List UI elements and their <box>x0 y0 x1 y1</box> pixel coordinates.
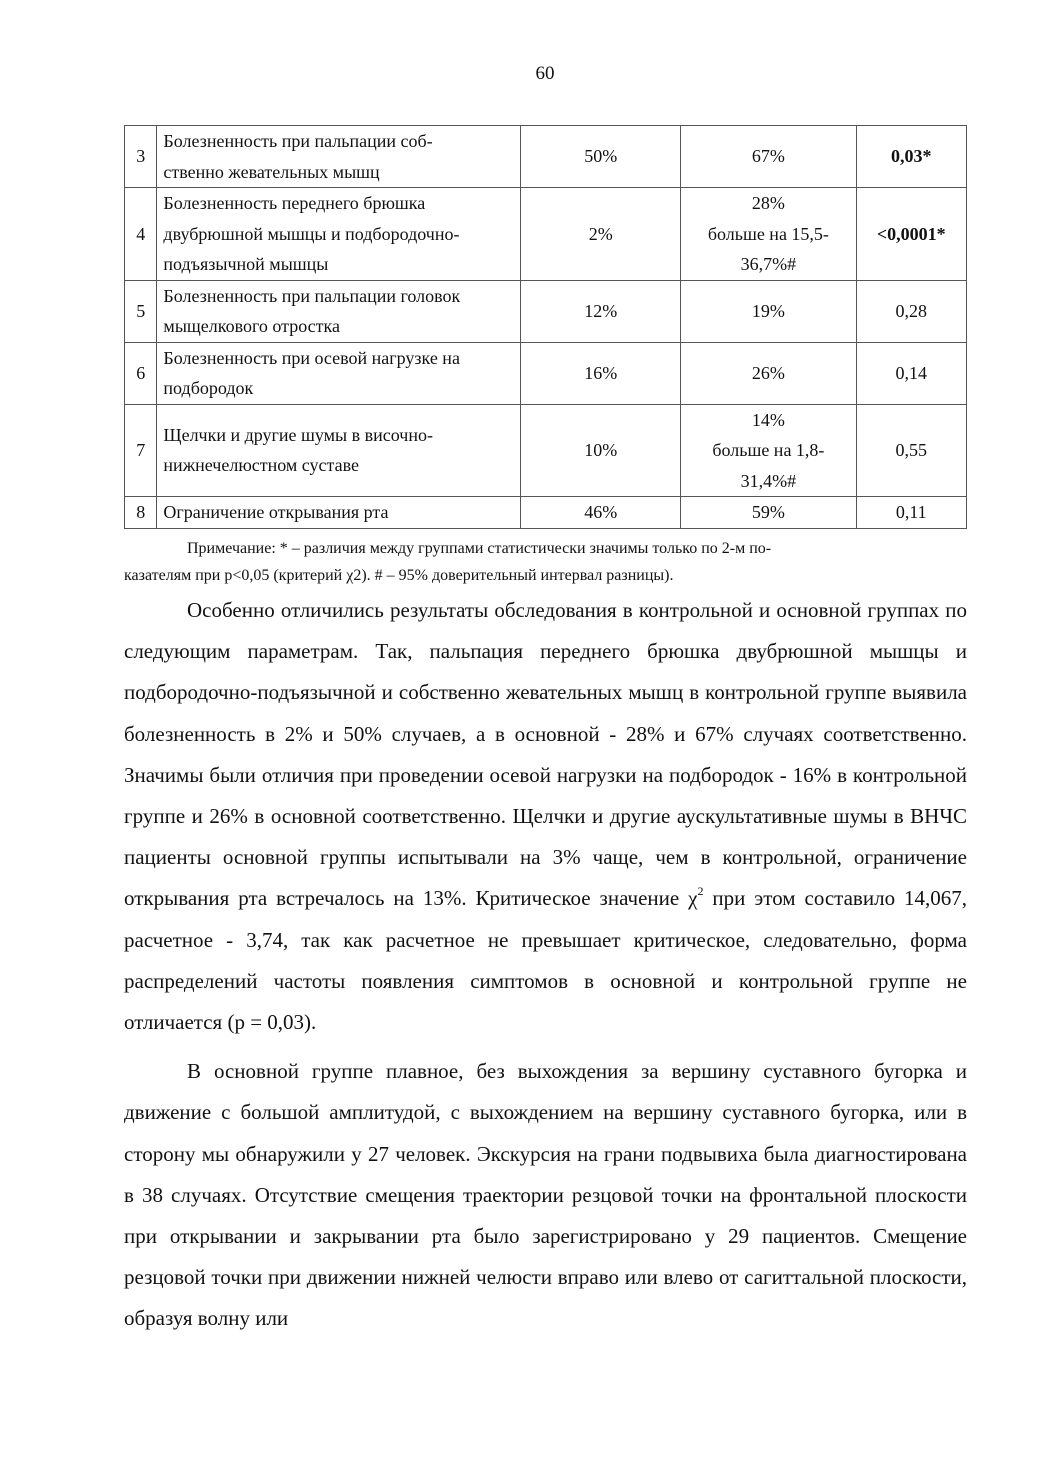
body-text <box>124 590 967 1340</box>
row-number: 4 <box>125 188 157 281</box>
symptom-description-line: подъязычной мышцы <box>163 254 329 274</box>
p-value: 0,55 <box>856 404 966 497</box>
main-group-value <box>681 126 856 188</box>
symptom-description-line: ственно жевательных мышц <box>163 161 380 182</box>
row-number: 7 <box>125 404 157 497</box>
main-group-value-line: 19% <box>751 300 785 321</box>
main-group-value-line: 14% <box>751 409 785 430</box>
symptom-description-line: двубрюшной мышцы и подбородочно- <box>163 223 460 244</box>
chi-square-exponent: 2 <box>697 884 704 899</box>
paragraph-1-text: Особенно отличились результаты обследования в контрольной и основной группах по следующим параметрам. Так, пальпация переднего брюшка двубрюшной мышцы и подбородочно-подъязычной и собственно жевательных мышц в контрольной группе выявила болезненность в 2% и 50% случаев, а в основной - 28% и 67% случаях соответственно. Значимы были отличия при проведении осевой нагрузки на подбородок - 16% в контрольной группе и 26% в основной соответственно. Щелчки и другие аускультативные шумы в ВНЧС пациенты основной группы испытывали на 3% чаще, чем в контрольной, ограничение открывания рта встречалось на 13%. Критическое значение χ <box>124 598 967 911</box>
main-group-value-line: больше на 15,5- <box>707 223 829 244</box>
symptom-description-line: Болезненность при осевой нагрузке на <box>163 347 460 368</box>
control-group-value: 46% <box>521 497 681 529</box>
table-row <box>125 342 967 404</box>
symptom-description <box>157 126 521 188</box>
p-value: <0,0001* <box>856 188 966 281</box>
control-group-value: 10% <box>521 404 681 497</box>
symptom-description-line: Болезненность при пальпации головок <box>163 285 461 306</box>
symptom-description-line: нижнечелюстном суставе <box>163 455 360 476</box>
symptom-description <box>157 404 521 497</box>
note-line-2: казателям при р<0,05 (критерий χ2). # – 95% доверительный интервал разницы). <box>124 567 674 584</box>
control-group-value: 2% <box>521 188 681 281</box>
symptom-description-line: мыщелкового отростка <box>163 316 340 336</box>
paragraph-1-continuation: при этом составило 14,067, расчетное - 3,74, так как расчетное не превышает критическое, следовательно, форма распределений частоты появления симптомов в основной и контрольной группе не отличается (р = 0,03). <box>124 886 967 1035</box>
table-row <box>125 404 967 497</box>
symptom-description-line: Ограничение открывания рта <box>163 502 389 522</box>
symptom-description-line: Болезненность при пальпации соб- <box>163 131 433 151</box>
main-group-value-line: 59% <box>751 502 785 522</box>
symptom-description <box>157 497 521 529</box>
symptom-description-line: подбородок <box>163 378 254 398</box>
symptom-description-line: Щелчки и другие шумы в височно- <box>163 424 433 445</box>
p-value: 0,28 <box>856 280 966 342</box>
table-row <box>125 188 967 281</box>
row-number: 3 <box>125 126 157 188</box>
table-note <box>124 535 967 589</box>
symptom-description <box>157 280 521 342</box>
main-group-value <box>681 342 856 404</box>
paragraph-1 <box>124 590 967 1043</box>
main-group-value <box>681 280 856 342</box>
main-group-value <box>681 497 856 529</box>
p-value: 0,03* <box>856 126 966 188</box>
main-group-value <box>681 188 856 281</box>
row-number: 6 <box>125 342 157 404</box>
main-group-value-line: больше на 1,8- <box>712 440 825 460</box>
note-line-1: Примечание: * – различия между группами статистически значимы только по 2-м по- <box>187 540 772 557</box>
page-number: 60 <box>535 63 555 84</box>
main-group-value <box>681 404 856 497</box>
main-group-value-line: 31,4%# <box>740 470 797 491</box>
control-group-value: 16% <box>521 342 681 404</box>
paragraph-2: В основной группе плавное, без выхождения за вершину суставного бугорка и движение с большой амплитудой, с выхождением на вершину суставного бугорка, или в сторону мы обнаружили у 27 человек. Экскурсия на грани подвывиха была диагностирована в 38 случаях. Отсутствие смещения траектории резцовой точки на фронтальной плоскости при открывании и закрывании рта было зарегистрировано у 29 пациентов. Смещение резцовой точки при движении нижней челюсти вправо или влево от сагиттальной плоскости, образуя волну или <box>124 1059 967 1331</box>
symptom-description <box>157 342 521 404</box>
symptom-description <box>157 188 521 281</box>
table-row <box>125 497 967 529</box>
control-group-value: 12% <box>521 280 681 342</box>
table-row <box>125 280 967 342</box>
p-value: 0,14 <box>856 342 966 404</box>
main-group-value-line: 28% <box>751 193 785 213</box>
symptom-description-line: Болезненность переднего брюшка <box>163 193 426 213</box>
control-group-value: 50% <box>521 126 681 188</box>
symptoms-table <box>124 125 967 529</box>
row-number: 5 <box>125 280 157 342</box>
main-group-value-line: 67% <box>751 146 785 167</box>
row-number: 8 <box>125 497 157 529</box>
table-row <box>125 126 967 188</box>
main-group-value-line: 26% <box>751 362 785 383</box>
main-group-value-line: 36,7%# <box>740 254 797 274</box>
p-value: 0,11 <box>856 497 966 529</box>
